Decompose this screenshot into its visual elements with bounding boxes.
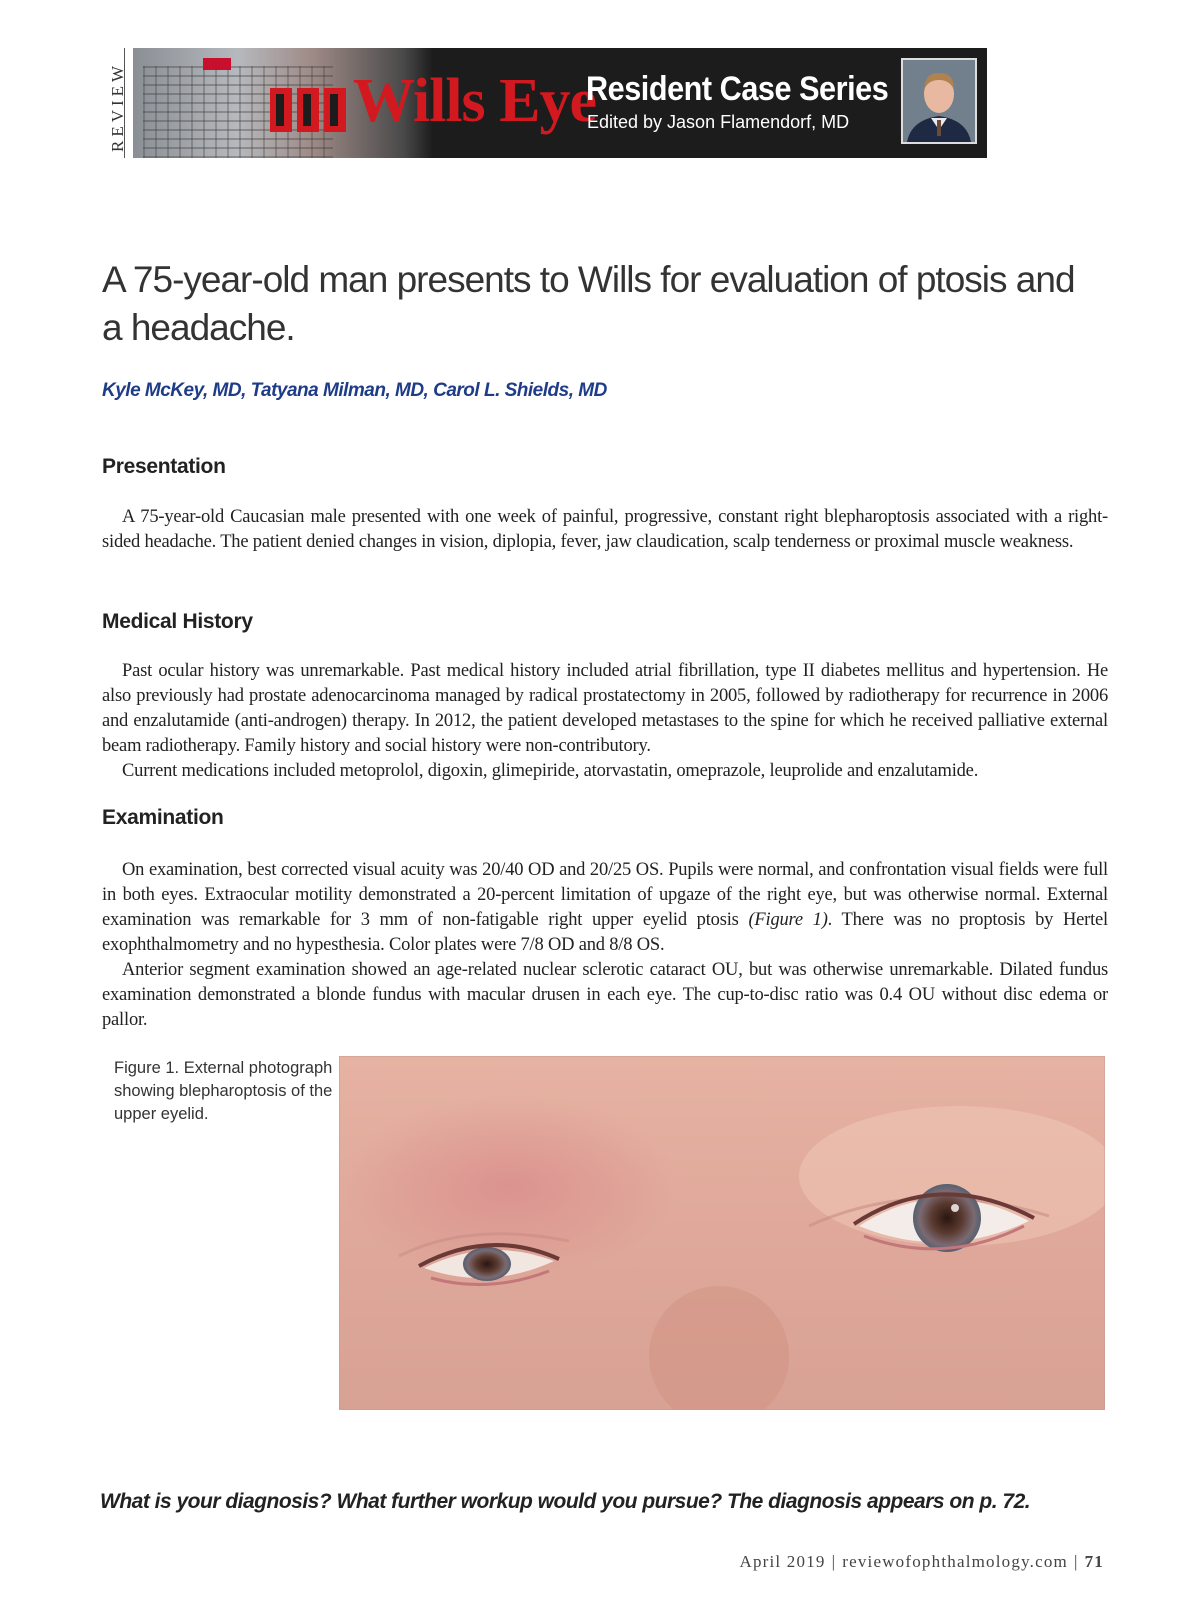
logo-wordmark: Wills Eye (353, 67, 597, 135)
page-number: 71 (1084, 1552, 1104, 1571)
examination-paragraph-1 (102, 858, 1108, 958)
figure-reference-link[interactable]: (Figure 1) (748, 910, 828, 930)
medical-history-heading: Medical History (102, 610, 253, 633)
examination-body (102, 858, 1108, 1033)
editor-portrait (901, 58, 977, 144)
footer-separator: | (831, 1552, 837, 1571)
page-footer (739, 1552, 1104, 1572)
examination-text-before-ref: On examination, best corrected visual acuity was 20/40 OD and 20/25 OS. Pupils were normal, and confrontation visual fields were full in both eyes. Extraocular motility demonstrated a 20-percent limitation of upgaze of the right eye, but was otherwise normal. External examination was remarkable for 3 mm of non-fatigable right upper eyelid ptosis (102, 860, 1108, 930)
medications-paragraph: Current medications included metoprolol, digoxin, glimepiride, atorvastatin, omeprazole, leuprolide and enzalutamide. (122, 761, 979, 781)
presentation-paragraph: A 75-year-old Caucasian male presented with one week of painful, progressive, constant right blepharoptosis associated with a right-sided headache. The patient denied changes in vision, diplopia, fever, jaw claudication, scalp tenderness or proximal muscle weakness. (102, 507, 1108, 552)
presentation-heading: Presentation (102, 455, 226, 478)
footer-separator-2: | (1073, 1552, 1079, 1571)
diagnosis-question: What is your diagnosis? What further workup would you pursue? The diagnosis appears on p. 72. (100, 1490, 1031, 1513)
presentation-body (102, 505, 1108, 555)
section-label-text: REVIEW (108, 61, 127, 152)
examination-paragraph-2: Anterior segment examination showed an age-related nuclear sclerotic cataract OU, but was otherwise unremarkable. Dilated fundus examination demonstrated a blonde fundus with macular drusen in each eye. The cup-to-disc ratio was 0.4 OU without disc edema or pallor. (102, 960, 1108, 1030)
website-link[interactable]: reviewofophthalmology.com (842, 1552, 1068, 1571)
figure-eyelid-photo (339, 1056, 1105, 1410)
series-title: Resident Case Series (586, 70, 889, 108)
examination-text-after-ref: . There was no proptosis by Hertel exophthalmometry and no hypesthesia. Color plates were 7/8 OD and 8/8 OS. (102, 910, 1108, 955)
issue-date: April 2019 (739, 1552, 826, 1571)
medical-history-body (102, 659, 1108, 784)
editor-portrait-image (903, 60, 975, 142)
article-title: A 75-year-old man presents to Wills for evaluation of ptosis and a headache. (102, 259, 1075, 348)
section-side-label (96, 48, 125, 158)
article-authors: Kyle McKey, MD, Tatyana Milman, MD, Carol L. Shields, MD (102, 380, 607, 401)
figure-caption: Figure 1. External photograph showing blepharoptosis of the upper eyelid. (114, 1059, 333, 1123)
series-editor: Edited by Jason Flamendorf, MD (587, 112, 850, 132)
building-sign (203, 58, 231, 70)
medical-history-paragraph: Past ocular history was unremarkable. Past medical history included atrial fibrillation, type II diabetes mellitus and hypertension. He also previously had prostate adenocarcinoma managed by radical prostatectomy in 2005, followed by radiotherapy for recurrence in 2006 and enzalutamide (anti-androgen) therapy. In 2012, the patient developed metastases to the spine for which he received palliative external beam radiotherapy. Family history and social history were non-contributory. (102, 661, 1108, 756)
wills-eye-logo-icon (268, 84, 350, 136)
series-banner (133, 48, 987, 158)
examination-heading: Examination (102, 806, 224, 829)
